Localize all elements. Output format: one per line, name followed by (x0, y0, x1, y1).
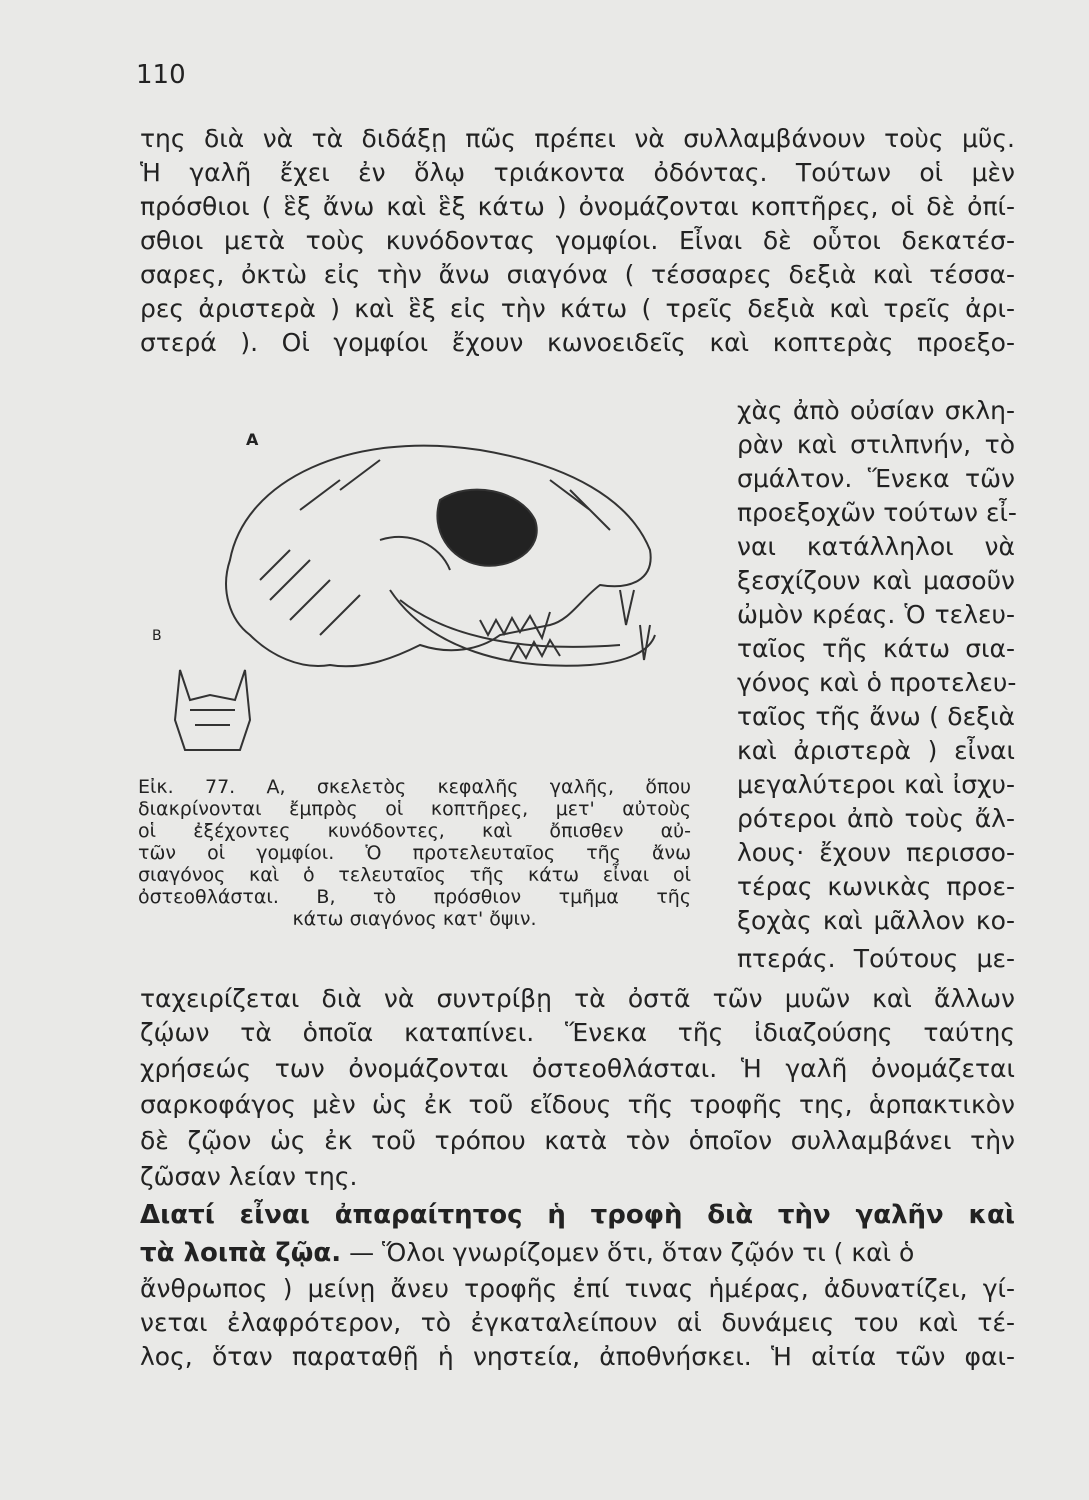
figure-caption-line: οἱ ἐξέχοντες κυνόδοντες, καὶ ὄπισθεν αὐ- (138, 820, 691, 842)
text-line: στερά ). Οἱ γομφίοι ἔχουν κωνοειδεῖς καὶ κοπτερὰς προεξο- (140, 328, 1015, 357)
text-line: σθιοι μετὰ τοὺς κυνόδοντας γομφίοι. Εἶναι δὲ οὗτοι δεκατέσ- (140, 226, 1015, 255)
side-text-line: καὶ ἀριστερὰ ) εἶναι (737, 736, 1015, 765)
text-line (140, 1236, 1015, 1270)
text-line: ρες ἀριστερὰ ) καὶ ἓξ εἰς τὴν κάτω ( τρεῖς δεξιὰ καὶ τρεῖς ἀρι- (140, 294, 1015, 323)
side-text-line: ξεσχίζουν καὶ μασοῦν (737, 566, 1015, 595)
text-line: πρόσθιοι ( ἓξ ἄνω καὶ ἓξ κάτω ) ὀνομάζονται κοπτῆρες, οἱ δὲ ὀπί- (140, 192, 1015, 221)
section-heading-continued: τὰ λοιπὰ ζῷα. (140, 1238, 342, 1268)
figure-caption-line: διακρίνονται ἔμπρὸς οἱ κοπτῆρες, μετ' αὐτοὺς (138, 798, 691, 820)
figure-caption-line: κάτω σιαγόνος κατ' ὄψιν. (292, 908, 537, 930)
text-line: Ἡ γαλῆ ἔχει ἐν ὅλῳ τριάκοντα ὀδόντας. Τούτων οἱ μὲν (140, 158, 1015, 187)
side-text-line: χὰς ἀπὸ οὐσίαν σκλη- (737, 396, 1015, 425)
side-text-line: ναι κατάλληλοι νὰ (737, 532, 1015, 561)
figure-label-b: B (152, 628, 162, 644)
skull-drawing-icon (150, 420, 710, 770)
text-fragment: — Ὅλοι γνωρίζομεν ὅτι, ὅταν ζῷόν τι ( καὶ ὁ (349, 1238, 915, 1267)
side-text-line: πτεράς. Τούτους με- (737, 944, 1015, 973)
side-text-line: μεγαλύτεροι καὶ ἰσχυ- (737, 770, 1015, 799)
skull-figure (150, 420, 710, 770)
side-text-line: προεξοχῶν τούτων εἶ- (737, 498, 1017, 527)
text-line: νεται ἐλαφρότερον, τὸ ἐγκαταλείπουν αἱ δυνάμεις του καὶ τέ- (140, 1308, 1015, 1337)
side-text-line: τέρας κωνικὰς προε- (737, 872, 1015, 901)
side-text-line: λους· ἔχουν περισσο- (737, 838, 1015, 867)
figure-caption-line: Εἰκ. 77. Α, σκελετὸς κεφαλῆς γαλῆς, ὅπου (138, 776, 691, 798)
side-text-line: ὠμὸν κρέας. Ὁ τελευ- (737, 600, 1015, 629)
text-line: δὲ ζῷον ὡς ἐκ τοῦ τρόπου κατὰ τὸν ὁποῖον συλλαμβάνει τὴν (140, 1126, 1015, 1155)
page-number: 110 (136, 60, 186, 90)
figure-caption-line: τῶν οἱ γομφίοι. Ὁ προτελευταῖος τῆς ἄνω (138, 842, 691, 864)
side-text-line: σμάλτον. Ἕνεκα τῶν (737, 464, 1015, 493)
text-line: σαρκοφάγος μὲν ὡς ἐκ τοῦ εἴδους τῆς τροφῆς της, ἁρπακτικὸν (140, 1090, 1015, 1119)
text-line: σαρες, ὀκτὼ εἰς τὴν ἄνω σιαγόνα ( τέσσαρες δεξιὰ καὶ τέσσα- (140, 260, 1015, 289)
text-line: ζῴων τὰ ὁποῖα καταπίνει. Ἕνεκα τῆς ἰδιαζούσης ταύτης (140, 1018, 1015, 1047)
side-text-line: ρὰν καὶ στιλπνήν, τὸ (737, 430, 1015, 459)
side-text-line: ταῖος τῆς κάτω σια- (737, 634, 1015, 663)
side-text-line: ταῖος τῆς ἄνω ( δεξιὰ (737, 702, 1015, 731)
text-line: ζῶσαν λείαν της. (140, 1162, 358, 1191)
section-heading: Διατί εἶναι ἀπαραίτητος ἡ τροφὴ διὰ τὴν γαλῆν καὶ (140, 1200, 1015, 1230)
text-line: της διὰ νὰ τὰ διδάξῃ πῶς πρέπει νὰ συλλαμβάνουν τοὺς μῦς. (140, 124, 1015, 153)
figure-label-a: A (246, 430, 259, 449)
side-text-line: ξοχὰς καὶ μᾶλλον κο- (737, 906, 1015, 935)
text-line: λος, ὅταν παραταθῇ ἡ νηστεία, ἀποθνήσκει. Ἡ αἰτία τῶν φαι- (140, 1342, 1015, 1371)
figure-caption-line: ὀστεοθλάσται. Β, τὸ πρόσθιον τμῆμα τῆς (138, 886, 691, 908)
figure-caption-line: σιαγόνος καὶ ὁ τελευταῖος τῆς κάτω εἶναι οἱ (138, 864, 691, 886)
side-text-line: γόνος καὶ ὁ προτελευ- (737, 668, 1017, 697)
text-line: ἄνθρωπος ) μείνῃ ἄνευ τροφῆς ἐπί τινας ἡμέρας, ἀδυνατίζει, γί- (140, 1274, 1015, 1303)
side-text-line: ρότεροι ἀπὸ τοὺς ἄλ- (737, 804, 1015, 833)
text-line: ταχειρίζεται διὰ νὰ συντρίβῃ τὰ ὀστᾶ τῶν μυῶν καὶ ἄλλων (140, 984, 1015, 1013)
text-line: χρήσεώς των ὀνομάζονται ὀστεοθλάσται. Ἡ γαλῆ ὀνομάζεται (140, 1054, 1015, 1083)
